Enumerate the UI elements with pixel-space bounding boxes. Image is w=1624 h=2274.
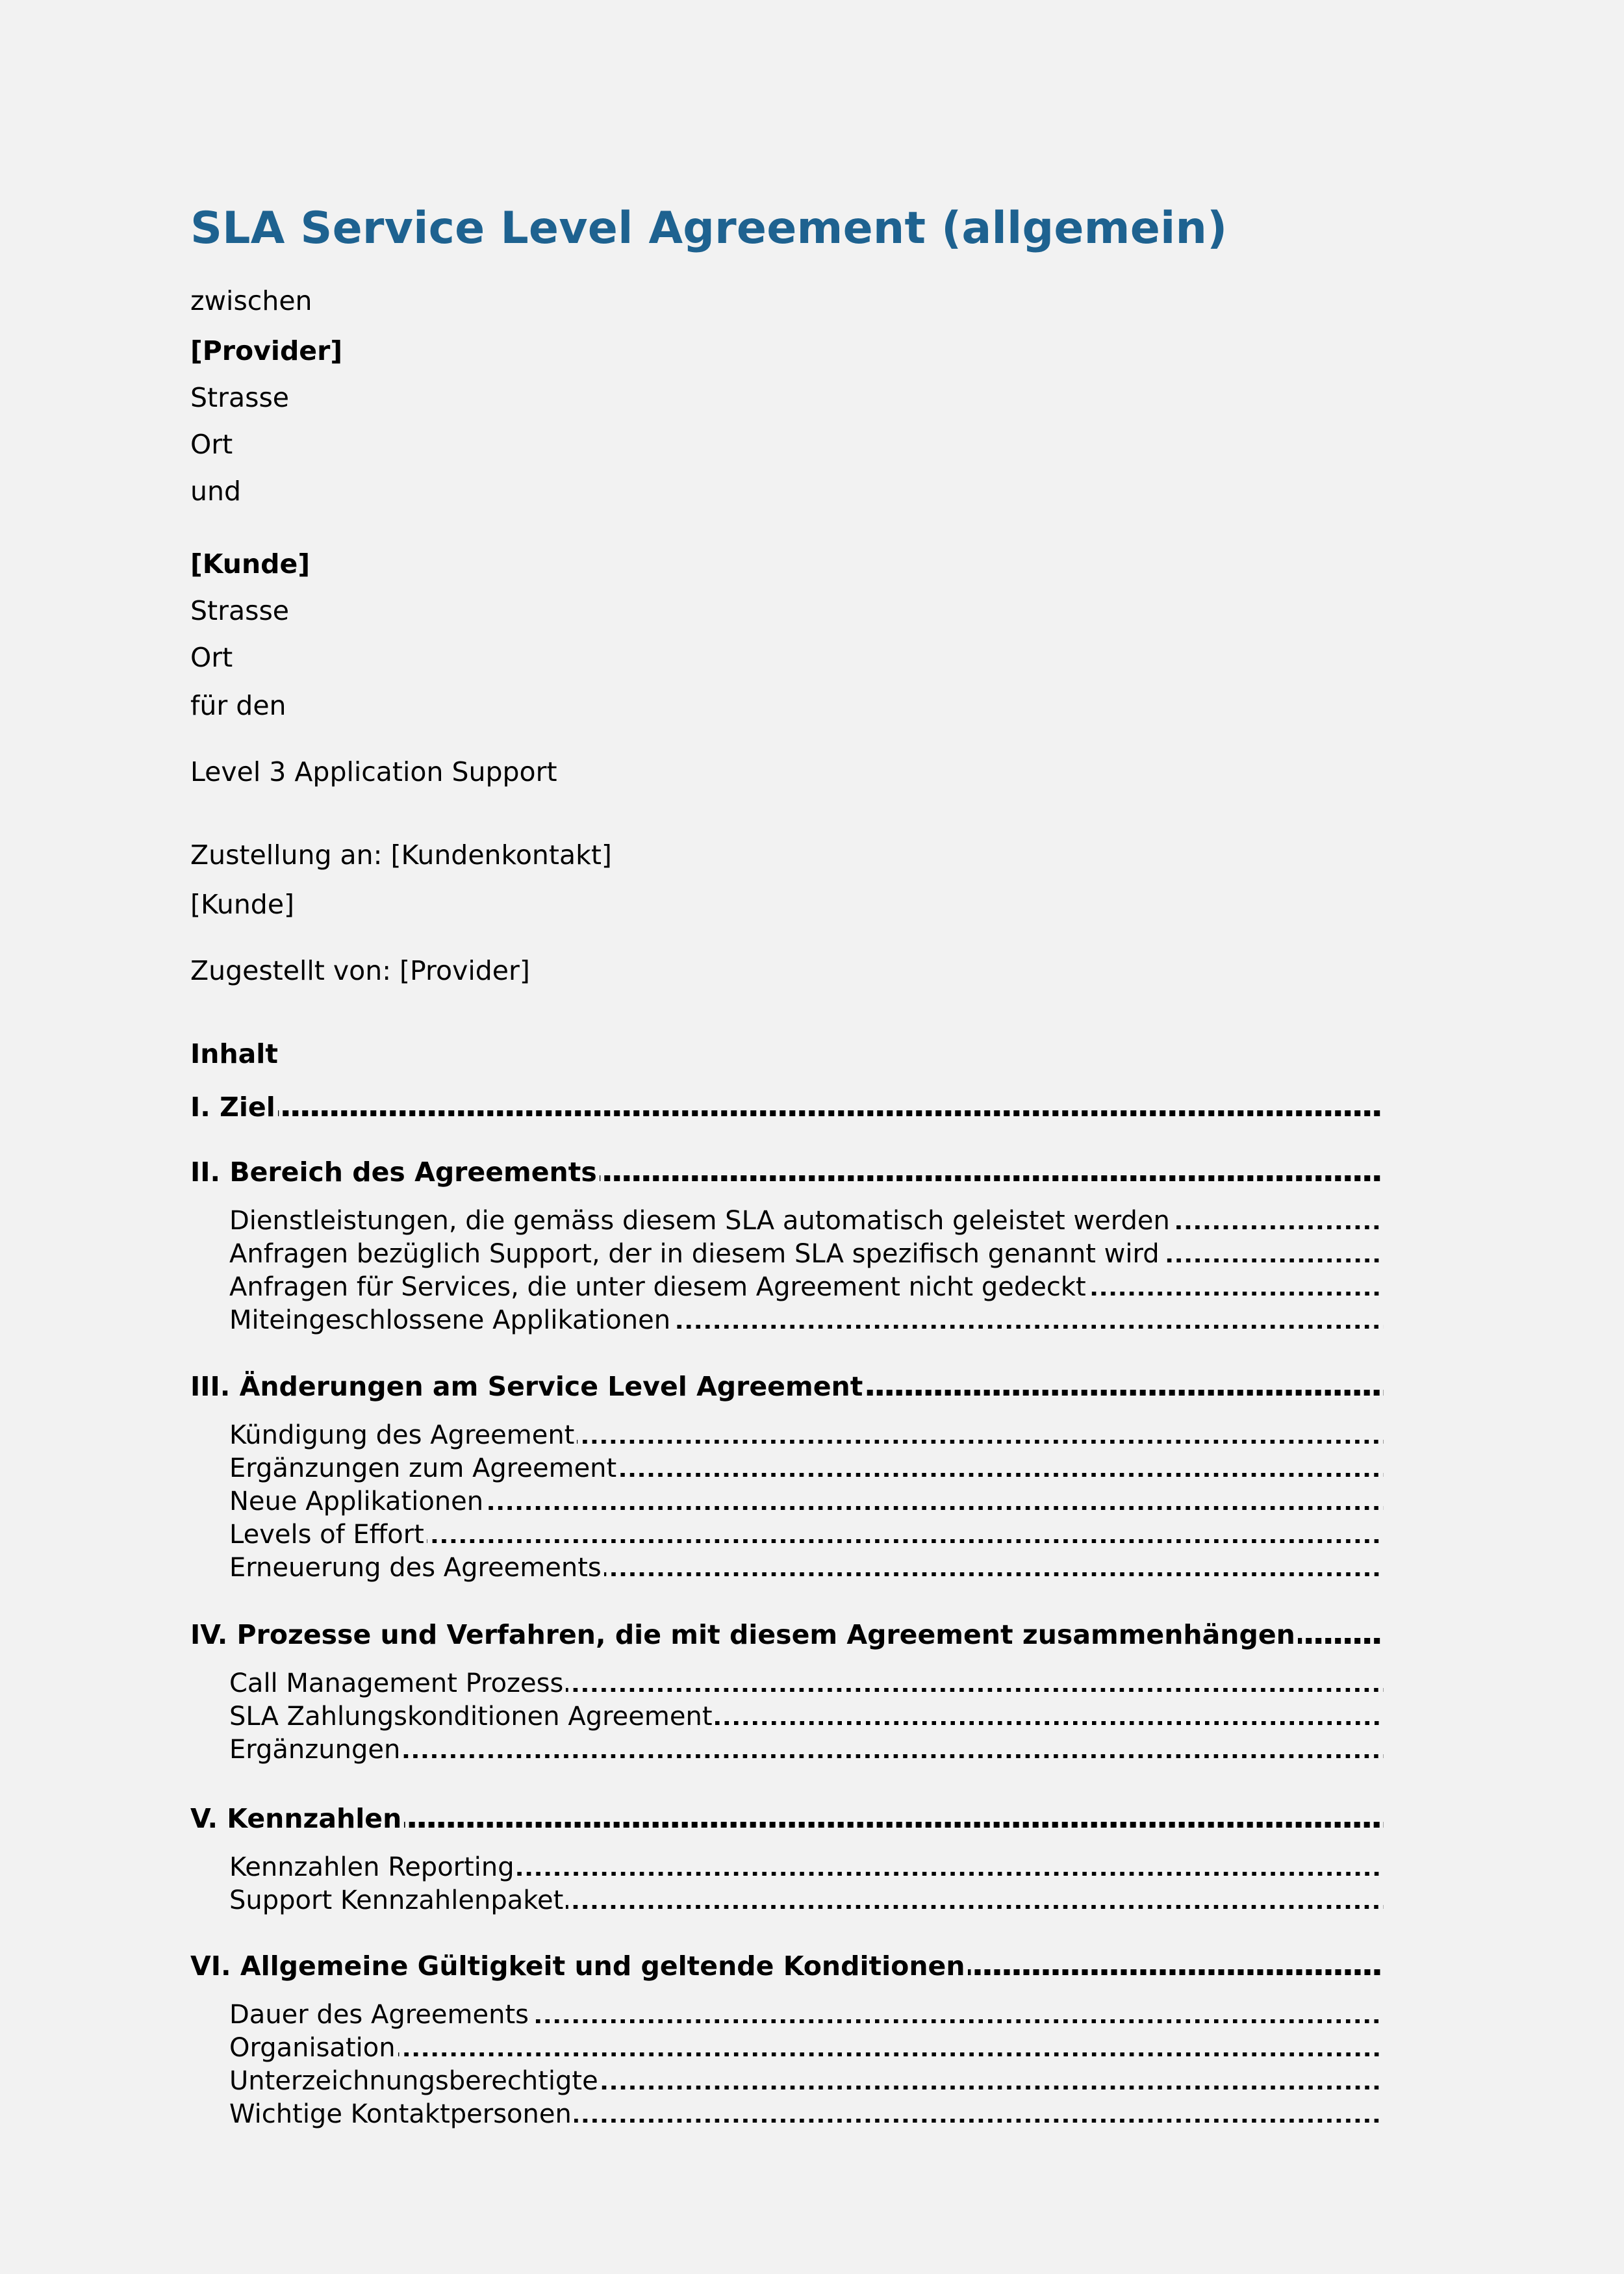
- parties-connector: und: [190, 476, 241, 507]
- parties-intro: zwischen: [190, 285, 312, 316]
- toc-subsection-label: Ergänzungen zum Agreement: [229, 1453, 617, 1483]
- toc-section-entry[interactable]: [190, 1619, 1384, 1650]
- toc-subsection-label: Neue Applikationen: [229, 1487, 484, 1516]
- toc-subsection-entry[interactable]: [229, 2002, 1384, 2028]
- toc-subsection-entry[interactable]: [229, 1704, 1384, 1730]
- dot-leader: [1089, 1292, 1384, 1296]
- toc-section-label: V. Kennzahlen: [190, 1803, 402, 1834]
- dot-leader: [1162, 1258, 1384, 1262]
- toc-subsection-entry[interactable]: [229, 2101, 1384, 2127]
- toc-heading: Inhalt: [190, 1038, 278, 1069]
- service-name: Level 3 Application Support: [190, 756, 557, 787]
- dot-leader: [601, 2086, 1384, 2089]
- toc-subsection-entry[interactable]: [229, 1522, 1384, 1548]
- dot-leader: [715, 1721, 1384, 1725]
- toc-subsection-entry[interactable]: [229, 1208, 1384, 1234]
- toc-subsection-label: Support Kennzahlenpaket: [229, 1885, 564, 1915]
- document-title: SLA Service Level Agreement (allgemein): [190, 203, 1228, 254]
- dot-leader: [278, 1110, 1384, 1116]
- toc-subsection-label: Unterzeichnungsberechtigte: [229, 2066, 598, 2096]
- customer-street: Strasse: [190, 595, 290, 626]
- toc-subsection-entry[interactable]: [229, 1274, 1384, 1300]
- toc-subsection-label: Ergänzungen: [229, 1735, 401, 1765]
- toc-subsection-entry[interactable]: [229, 1455, 1384, 1481]
- toc-subsection-label: Kündigung des Agreement: [229, 1420, 575, 1450]
- dot-leader: [604, 1572, 1384, 1576]
- customer-city: Ort: [190, 642, 233, 673]
- toc-subsection-label: SLA Zahlungskonditionen Agreement: [229, 1702, 713, 1731]
- toc-subsection-label: Organisation: [229, 2033, 396, 2063]
- toc-subsection-entry[interactable]: [229, 1488, 1384, 1514]
- dot-leader: [1298, 1638, 1384, 1644]
- toc-section-label: IV. Prozesse und Verfahren, die mit diesem Agreement zusammenhängen: [190, 1619, 1295, 1650]
- dot-leader: [619, 1473, 1384, 1477]
- dot-leader: [427, 1539, 1384, 1543]
- toc-subsection-entry[interactable]: [229, 1422, 1384, 1448]
- toc-section-label: II. Bereich des Agreements: [190, 1156, 597, 1188]
- toc-subsection-entry[interactable]: [229, 1887, 1384, 1913]
- delivery-to: Zustellung an: [Kundenkontakt]: [190, 839, 612, 871]
- toc-section-label: I. Ziel: [190, 1092, 275, 1123]
- toc-section-entry[interactable]: [190, 1950, 1384, 1982]
- toc-subsection-entry[interactable]: [229, 1737, 1384, 1763]
- dot-leader: [403, 1754, 1384, 1758]
- toc-section-label: VI. Allgemeine Gültigkeit und geltende Konditionen: [190, 1950, 965, 1982]
- dot-leader: [1173, 1225, 1384, 1229]
- toc-section-entry[interactable]: [190, 1094, 1384, 1121]
- toc-subsection-label: Call Management Prozess: [229, 1668, 564, 1698]
- toc-subsection-entry[interactable]: [229, 1241, 1384, 1267]
- dot-leader: [600, 1175, 1384, 1181]
- toc-subsection-entry[interactable]: [229, 1307, 1384, 1333]
- toc-subsection-label: Levels of Effort: [229, 1520, 424, 1550]
- customer-name: [Kunde]: [190, 548, 311, 580]
- dot-leader: [865, 1390, 1384, 1396]
- toc-section-entry[interactable]: [190, 1373, 1384, 1400]
- dot-leader: [404, 1822, 1384, 1828]
- provider-name: [Provider]: [190, 335, 343, 366]
- dot-leader: [566, 1688, 1384, 1692]
- dot-leader: [566, 1905, 1384, 1909]
- toc-section-entry[interactable]: [190, 1803, 1384, 1834]
- dot-leader: [398, 2052, 1384, 2056]
- toc-subsection-entry[interactable]: [229, 2035, 1384, 2061]
- toc-subsection-entry[interactable]: [229, 1555, 1384, 1581]
- for-label: für den: [190, 690, 286, 721]
- dot-leader: [486, 1506, 1384, 1510]
- dot-leader: [968, 1969, 1384, 1975]
- toc-subsection-label: Anfragen bezüglich Support, der in diesem SLA spezifisch genannt wird: [229, 1239, 1160, 1269]
- toc-subsection-label: Kennzahlen Reporting: [229, 1852, 514, 1882]
- dot-leader: [531, 2019, 1384, 2023]
- dot-leader: [577, 1440, 1384, 1444]
- toc-subsection-entry[interactable]: [229, 2068, 1384, 2094]
- provider-street: Strasse: [190, 382, 290, 413]
- provider-city: Ort: [190, 429, 233, 460]
- toc-subsection-entry[interactable]: [229, 1854, 1384, 1880]
- dot-leader: [673, 1325, 1384, 1329]
- toc-subsection-entry[interactable]: [229, 1670, 1384, 1696]
- toc-subsection-label: Dauer des Agreements: [229, 2000, 529, 2030]
- delivery-to-company: [Kunde]: [190, 889, 295, 920]
- dot-leader: [517, 1872, 1384, 1876]
- toc-section-entry[interactable]: [190, 1156, 1384, 1188]
- toc-subsection-label: Miteingeschlossene Applikationen: [229, 1305, 671, 1335]
- toc-subsection-label: Erneuerung des Agreements: [229, 1553, 602, 1583]
- toc-subsection-label: Anfragen für Services, die unter diesem Agreement nicht gedeckt: [229, 1272, 1086, 1302]
- toc-subsection-label: Dienstleistungen, die gemäss diesem SLA automatisch geleistet werden: [229, 1206, 1170, 1236]
- toc-subsection-label: Wichtige Kontaktpersonen: [229, 2099, 572, 2129]
- dot-leader: [574, 2119, 1384, 2123]
- delivery-from: Zugestellt von: [Provider]: [190, 955, 530, 986]
- toc-section-label: III. Änderungen am Service Level Agreement: [190, 1371, 863, 1402]
